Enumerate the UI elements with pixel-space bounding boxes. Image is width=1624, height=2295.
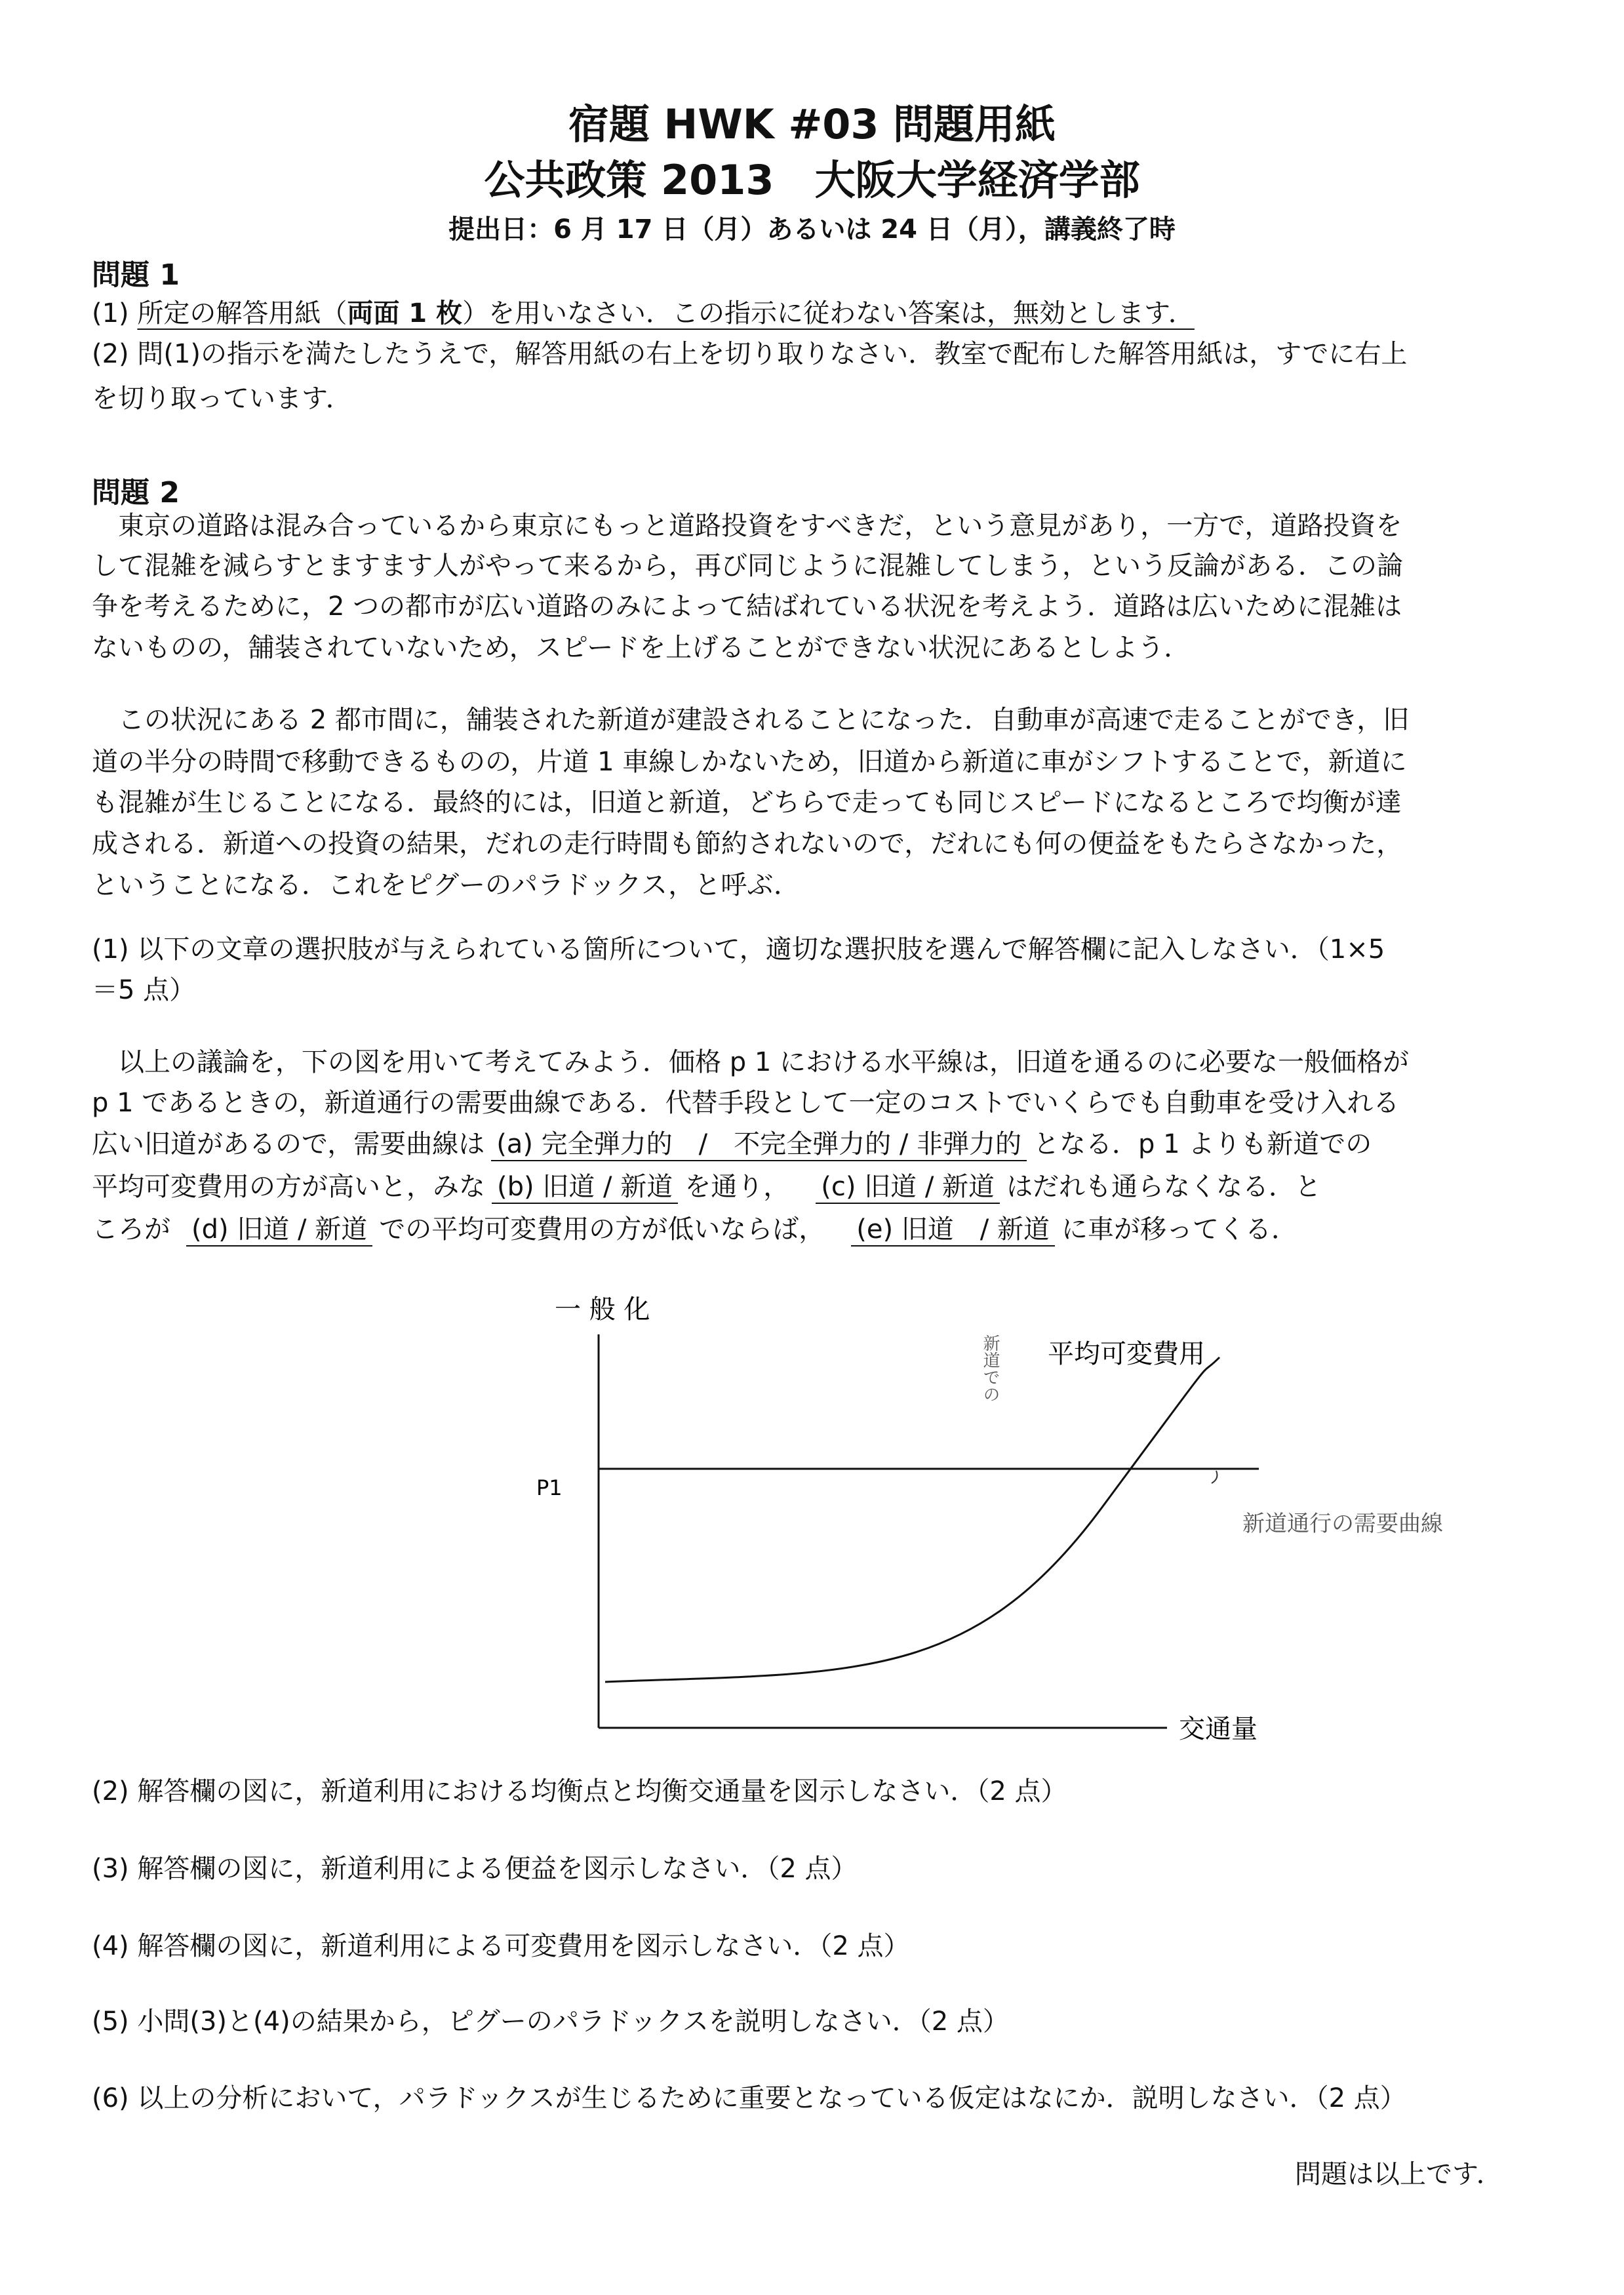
q2-sub-2: (2) 解答欄の図に，新道利用における均衡点と均衡交通量を図示しなさい．（2 点）	[92, 1776, 1067, 1806]
q1-item-2-line-1: (2) 問(1)の指示を満たしたうえで，解答用紙の右上を切り取りなさい．教室で配布した解答用紙は，すでに右上	[92, 339, 1408, 369]
handwritten-demand-note: 新道通行の需要曲線	[1242, 1511, 1443, 1537]
q2-para3-text: はだれも通らなくなる．と	[1006, 1172, 1322, 1202]
q1-item-1-bold: 両面 1 枚	[347, 298, 463, 329]
q2-para2-line: ということになる．これをピグーのパラドックス，と呼ぶ．	[92, 870, 800, 900]
x-axis-label: 交通量	[1179, 1714, 1258, 1744]
q1-item-1-text-a: 所定の解答用紙（	[137, 298, 347, 329]
q2-para3-text: 平均可変費用の方が高いと，みな	[92, 1172, 485, 1202]
closing-note: 問題は以上です．	[1295, 2159, 1503, 2189]
handwritten-curve-note: 新道での	[980, 1334, 1000, 1403]
q2-para1-line: ないものの，舗装されていないため，スピードを上げることができない状況にあるとしよう．	[92, 633, 1191, 663]
q2-heading: 問題 2	[92, 476, 180, 509]
q2-para2-line: この状況にある 2 都市間に，舗装された新道が建設されることになった．自動車が高速で走ることができ，旧	[92, 705, 1410, 735]
q2-para3-text: に車が移ってくる．	[1061, 1214, 1297, 1245]
due-date: 提出日：6 月 17 日（月）あるいは 24 日（月），講義終了時	[448, 214, 1176, 245]
demand-line-hook	[1212, 1471, 1217, 1483]
choice-c: (c) 旧道 / 新道	[816, 1174, 1000, 1204]
q2-sub-5: (5) 小問(3)と(4)の結果から，ピグーのパラドックスを説明しなさい．（2 点）	[92, 2006, 1009, 2037]
q2-sub1-line-2: ＝5 点）	[92, 975, 196, 1005]
q2-sub-6: (6) 以上の分析において，パラドックスが生じるために重要となっている仮定はなにか．説明しなさい．（2 点）	[92, 2083, 1406, 2113]
q2-para1-line: して混雑を減らすとますます人がやって来るから，再び同じように混雑してしまう，という反論がある．この論	[92, 551, 1403, 581]
q2-para1-line: 争を考えるために，2 つの都市が広い道路のみによって結ばれている状況を考えよう．道路は広いために混雑は	[92, 591, 1402, 622]
document-subtitle: 公共政策 2013 大阪大学経済学部	[484, 156, 1140, 204]
q1-item-1-instruction	[137, 298, 1195, 329]
curve-label: 平均可変費用	[1048, 1339, 1205, 1369]
q2-para3-text: での平均可変費用の方が低いならば，	[379, 1214, 825, 1245]
q2-para3-line-3	[92, 1131, 1372, 1161]
q2-para3-text: を通り，	[684, 1172, 790, 1202]
q2-para1-line: 東京の道路は混み合っているから東京にもっと道路投資をすべきだ，という意見があり，一方で，道路投資を	[92, 511, 1402, 541]
q1-heading: 問題 1	[92, 258, 180, 292]
choice-a: (a) 完全弾力的 / 不完全弾力的 / 非弾力的	[491, 1131, 1027, 1161]
q1-item-2-line-2: を切り取っています．	[92, 384, 352, 414]
q2-para3-text: 広い旧道があるので，需要曲線は	[92, 1129, 485, 1159]
choice-b: (b) 旧道 / 新道	[492, 1174, 678, 1204]
q2-para2-line: も混雑が生じることになる．最終的には，旧道と新道，どちらで走っても同じスピードになるところで均衡が達	[92, 788, 1402, 818]
q2-sub1-line-1: (1) 以下の文章の選択肢が与えられている箇所について，適切な選択肢を選んで解答欄に記入しなさい．（1×5	[92, 934, 1385, 965]
y-axis-label: 一 般 化	[555, 1294, 650, 1325]
q2-para3-text: となる．p 1 よりも新道での	[1033, 1129, 1372, 1159]
choice-e: (e) 旧道 / 新道	[851, 1216, 1055, 1247]
q2-sub-4: (4) 解答欄の図に，新道利用による可変費用を図示しなさい．（2 点）	[92, 1931, 910, 1961]
p1-label: P1	[536, 1475, 563, 1500]
q2-para2-line: 成される．新道への投資の結果，だれの走行時間も節約されないので，だれにも何の便益をもたらさなかった，	[92, 829, 1403, 859]
choice-d: (d) 旧道 / 新道	[186, 1216, 372, 1247]
q1-item-1-text-b: ）を用いなさい．この指示に従わない答案は，無効とします．	[462, 298, 1195, 329]
average-variable-cost-curve	[605, 1357, 1219, 1682]
q2-para3-line-1: 以上の議論を，下の図を用いて考えてみよう．価格 p 1 における水平線は，旧道を通るのに必要な一般価格が	[92, 1047, 1409, 1077]
document-title: 宿題 HWK #03 問題用紙	[568, 100, 1056, 148]
figure-average-variable-cost	[511, 1279, 1534, 1757]
q2-para3-text: ころが	[92, 1214, 170, 1245]
q2-para3-line-4	[92, 1174, 1321, 1204]
q2-para2-line: 道の半分の時間で移動できるものの，片道 1 車線しかないため，旧道から新道に車がシフトすることで，新道に	[92, 747, 1407, 777]
q2-sub-3: (3) 解答欄の図に，新道利用による便益を図示しなさい．（2 点）	[92, 1854, 858, 1884]
q1-item-1	[92, 300, 1195, 327]
q2-para3-line-5	[92, 1216, 1297, 1247]
q1-item-1-number: (1)	[92, 298, 138, 329]
q2-para3-line-2: p 1 であるときの，新道通行の需要曲線である．代替手段として一定のコストでいくらでも自動車を受け入れる	[92, 1088, 1400, 1118]
